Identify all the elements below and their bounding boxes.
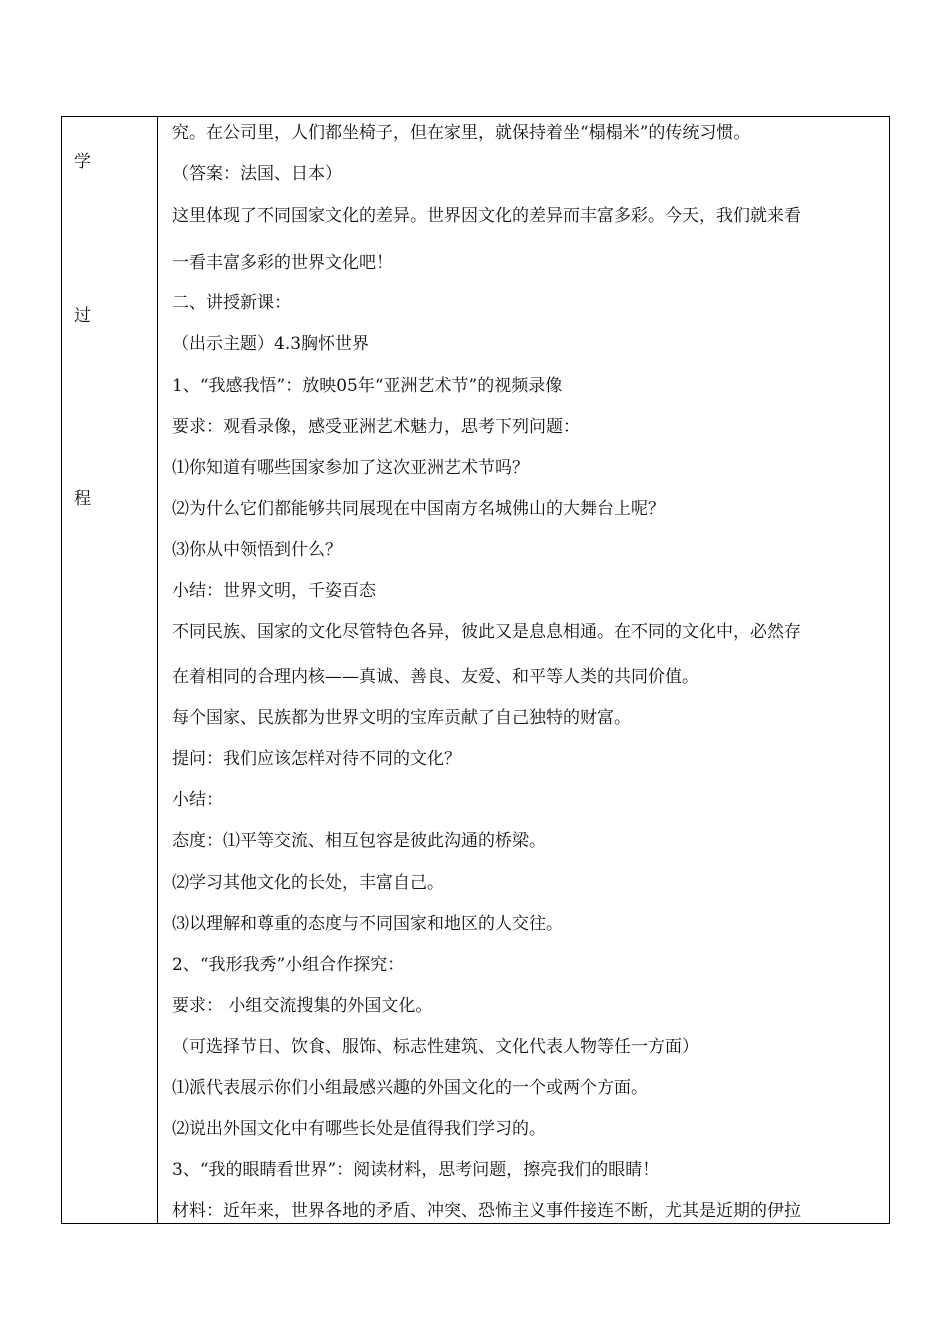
text-line: ⑵为什么它们都能够共同展现在中国南方名城佛山的大舞台上呢？ bbox=[172, 499, 665, 519]
section-heading: 二、讲授新课： bbox=[172, 293, 291, 313]
text-line: 1、“我感我悟”：放映05年“亚洲艺术节”的视频录像 bbox=[172, 376, 563, 396]
side-label-cheng: 程 bbox=[74, 489, 91, 509]
text-line: 在着相同的合理内核——真诚、善良、友爱、和平等人类的共同价值。 bbox=[172, 667, 699, 687]
text-line: （可选择节日、饮食、服饰、标志性建筑、文化代表人物等任一方面） bbox=[172, 1037, 699, 1057]
text-line: ⑶你从中领悟到什么？ bbox=[172, 540, 342, 560]
text-line: 要求：观看录像，感受亚洲艺术魅力，思考下列问题： bbox=[172, 417, 580, 437]
side-label-guo: 过 bbox=[74, 306, 91, 326]
text-line: 材料：近年来，世界各地的矛盾、冲突、恐怖主义事件接连不断，尤其是近期的伊拉 bbox=[172, 1201, 801, 1221]
lesson-plan-table bbox=[61, 116, 890, 1224]
text-line: ⑴派代表展示你们小组最感兴趣的外国文化的一个或两个方面。 bbox=[172, 1078, 648, 1098]
text-line: 要求： 小组交流搜集的外国文化。 bbox=[172, 996, 433, 1016]
text-line: ⑵说出外国文化中有哪些长处是值得我们学习的。 bbox=[172, 1119, 546, 1139]
side-label-xue: 学 bbox=[74, 152, 91, 172]
text-line: 3、“我的眼睛看世界”：阅读材料，思考问题，擦亮我们的眼睛！ bbox=[172, 1160, 660, 1180]
lesson-content-column bbox=[159, 117, 889, 1223]
text-line: 2、“我形我秀”小组合作探究： bbox=[172, 955, 405, 975]
text-line: ⑴你知道有哪些国家参加了这次亚洲艺术节吗？ bbox=[172, 458, 529, 478]
text-line: 每个国家、民族都为世界文明的宝库贡献了自己独特的财富。 bbox=[172, 708, 631, 728]
text-line: 这里体现了不同国家文化的差异。世界因文化的差异而丰富多彩。今天，我们就来看 bbox=[172, 206, 801, 226]
text-line: 一看丰富多彩的世界文化吧！ bbox=[172, 253, 393, 273]
text-line: ⑶以理解和尊重的态度与不同国家和地区的人交往。 bbox=[172, 914, 563, 934]
text-line: 小结：世界文明，千姿百态 bbox=[172, 581, 376, 601]
text-line: 提问：我们应该怎样对待不同的文化？ bbox=[172, 749, 461, 769]
text-line: ⑵学习其他文化的长处，丰富自己。 bbox=[172, 873, 444, 893]
text-line: （出示主题）4.3胸怀世界 bbox=[172, 334, 370, 354]
text-line: 态度：⑴平等交流、相互包容是彼此沟通的桥梁。 bbox=[172, 831, 546, 851]
text-line: 究。在公司里，人们都坐椅子，但在家里，就保持着坐“榻榻米”的传统习惯。 bbox=[172, 123, 751, 143]
text-line: 不同民族、国家的文化尽管特色各异，彼此又是息息相通。在不同的文化中，必然存 bbox=[172, 622, 801, 642]
section-label-column bbox=[62, 117, 158, 1223]
text-line: 小结： bbox=[172, 790, 223, 810]
text-line: （答案：法国、日本） bbox=[172, 164, 342, 184]
